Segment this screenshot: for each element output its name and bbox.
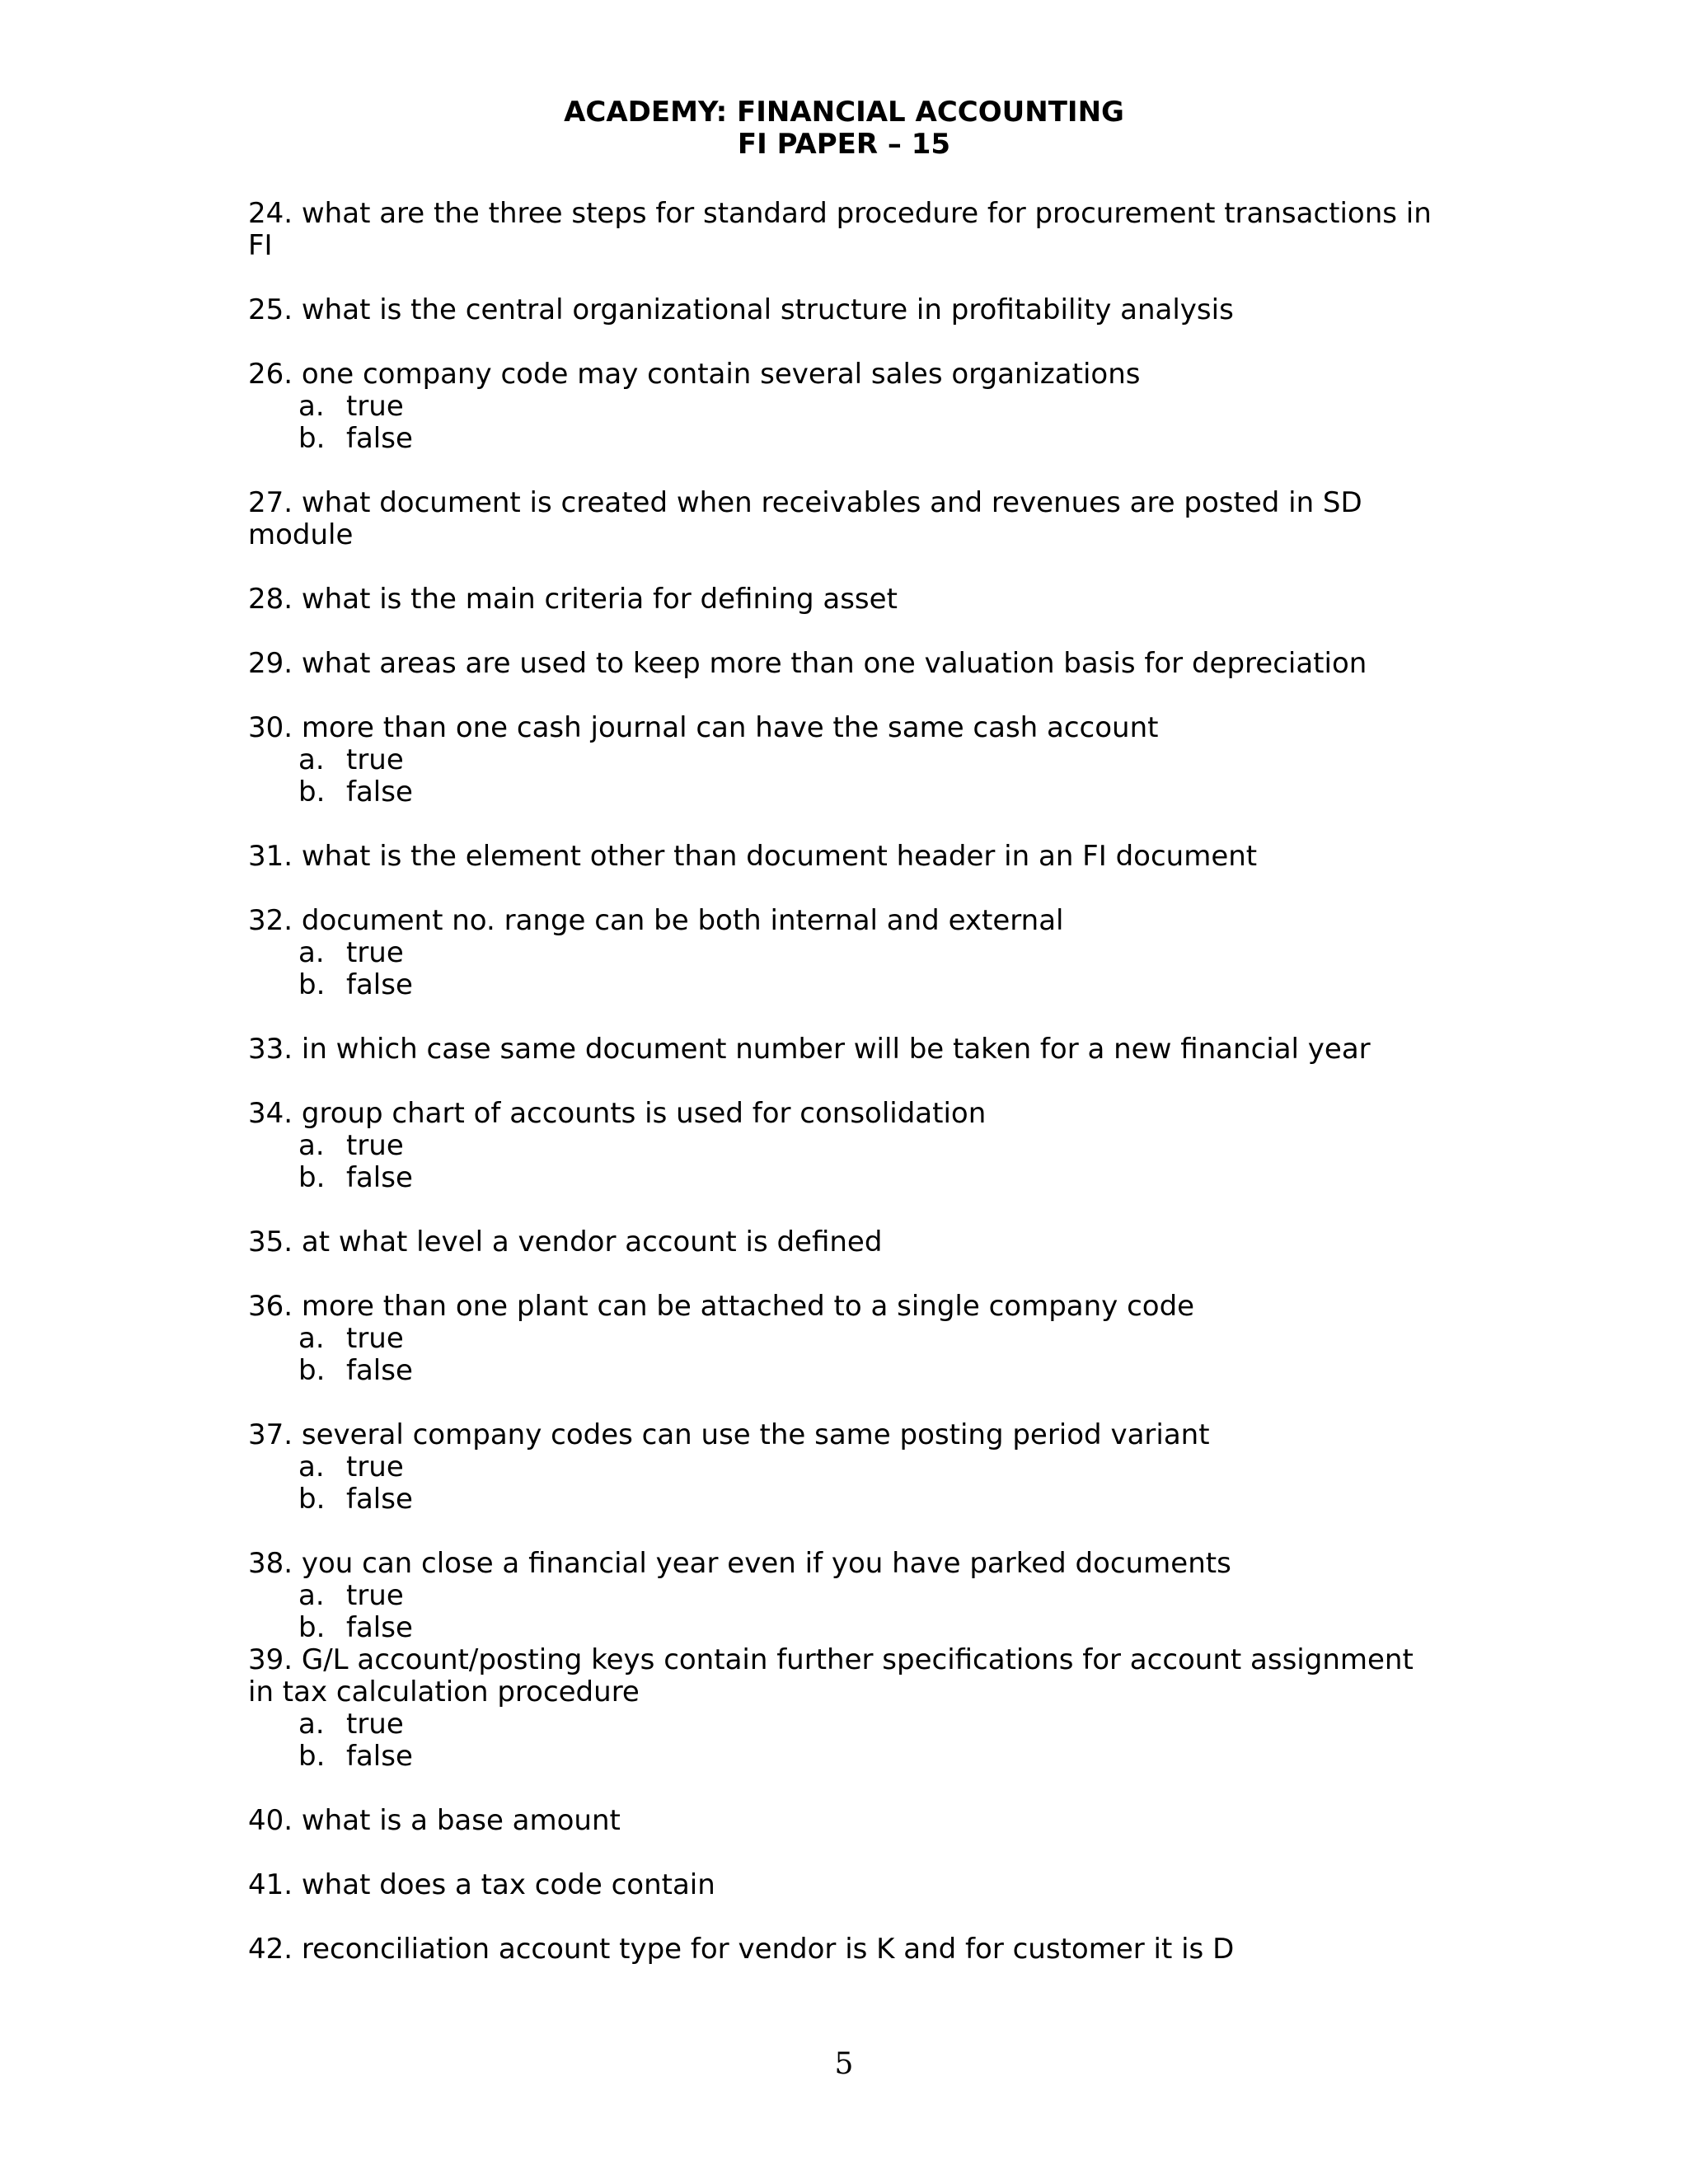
- option-item: [248, 744, 1435, 776]
- option-label: false: [346, 1740, 413, 1773]
- option-letter: b.: [298, 1740, 326, 1773]
- option-item: [248, 1612, 1435, 1644]
- question-item: [248, 294, 1435, 326]
- question-text: 25. what is the central organizational structure in profitability analysis: [248, 293, 1234, 326]
- option-letter: a.: [298, 936, 325, 969]
- option-letter: b.: [298, 1611, 326, 1644]
- question-text: 30. more than one cash journal can have the same cash account: [248, 711, 1159, 744]
- option-letter: b.: [298, 1161, 326, 1194]
- question-item: [248, 1419, 1435, 1516]
- question-text: 28. what is the main criteria for defining asset: [248, 583, 898, 616]
- option-item: [248, 1451, 1435, 1483]
- option-letter: b.: [298, 776, 326, 808]
- option-list: [248, 1130, 1435, 1194]
- question-text: 32. document no. range can be both internal and external: [248, 904, 1064, 937]
- question-item: [248, 1098, 1435, 1194]
- question-text: 27. what document is created when receivables and revenues are posted in SD module: [248, 486, 1362, 551]
- page-number: 5: [834, 2047, 854, 2081]
- question-item: [248, 905, 1435, 1001]
- question-text: 41. what does a tax code contain: [248, 1868, 715, 1901]
- question-item: [248, 712, 1435, 808]
- option-label: true: [346, 390, 404, 423]
- option-item: [248, 1162, 1435, 1194]
- question-item: [248, 1033, 1435, 1066]
- paper-title: FI PAPER – 15: [737, 128, 951, 161]
- option-item: [248, 1580, 1435, 1612]
- option-label: true: [346, 1322, 404, 1355]
- option-list: [248, 1708, 1435, 1773]
- question-item: [248, 841, 1435, 873]
- question-text: 33. in which case same document number will be taken for a new financial year: [248, 1033, 1371, 1066]
- question-text: 26. one company code may contain several sales organizations: [248, 358, 1141, 391]
- option-item: [248, 1741, 1435, 1773]
- question-text: 42. reconciliation account type for vendor is K and for customer it is D: [248, 1933, 1235, 1966]
- question-text: 35. at what level a vendor account is defined: [248, 1226, 883, 1258]
- question-item: [248, 583, 1435, 616]
- question-item: [248, 1644, 1435, 1773]
- option-letter: a.: [298, 743, 325, 776]
- option-item: [248, 937, 1435, 969]
- option-list: [248, 744, 1435, 808]
- question-item: [248, 1226, 1435, 1258]
- option-list: [248, 1580, 1435, 1644]
- option-letter: a.: [298, 1129, 325, 1162]
- question-item: [248, 1933, 1435, 1966]
- option-label: false: [346, 1354, 413, 1387]
- option-label: false: [346, 968, 413, 1001]
- option-letter: a.: [298, 1579, 325, 1612]
- question-item: [248, 487, 1435, 551]
- option-letter: b.: [298, 1483, 326, 1516]
- option-item: [248, 969, 1435, 1001]
- question-item: [248, 198, 1435, 262]
- option-label: true: [346, 743, 404, 776]
- option-letter: a.: [298, 1451, 325, 1483]
- option-letter: a.: [298, 390, 325, 423]
- question-text: 40. what is a base amount: [248, 1804, 621, 1837]
- option-label: true: [346, 1129, 404, 1162]
- option-list: [248, 1451, 1435, 1516]
- option-letter: b.: [298, 968, 326, 1001]
- question-item: [248, 1548, 1435, 1644]
- option-item: [248, 1130, 1435, 1162]
- option-item: [248, 1708, 1435, 1741]
- option-label: true: [346, 936, 404, 969]
- question-text: 37. several company codes can use the same posting period variant: [248, 1418, 1210, 1451]
- option-label: true: [346, 1451, 404, 1483]
- document-header: [0, 96, 1688, 161]
- question-text: 24. what are the three steps for standard procedure for procurement transactions in FI: [248, 197, 1432, 262]
- question-item: [248, 1805, 1435, 1837]
- question-text: 31. what is the element other than document header in an FI document: [248, 840, 1258, 873]
- option-item: [248, 391, 1435, 423]
- option-list: [248, 391, 1435, 455]
- question-list: [248, 198, 1435, 1998]
- option-label: false: [346, 422, 413, 455]
- option-label: false: [346, 1483, 413, 1516]
- question-item: [248, 359, 1435, 455]
- option-list: [248, 937, 1435, 1001]
- option-letter: a.: [298, 1708, 325, 1741]
- option-item: [248, 776, 1435, 808]
- question-text: 38. you can close a financial year even if you have parked documents: [248, 1547, 1231, 1580]
- question-item: [248, 648, 1435, 680]
- question-text: 29. what areas are used to keep more than one valuation basis for depreciation: [248, 647, 1367, 680]
- option-label: false: [346, 1161, 413, 1194]
- option-label: true: [346, 1579, 404, 1612]
- option-list: [248, 1323, 1435, 1387]
- option-item: [248, 1323, 1435, 1355]
- question-text: 39. G/L account/posting keys contain further specifications for account assignment in tax calculation procedure: [248, 1643, 1414, 1708]
- option-item: [248, 1483, 1435, 1516]
- option-item: [248, 423, 1435, 455]
- option-letter: b.: [298, 1354, 326, 1387]
- option-label: true: [346, 1708, 404, 1741]
- option-letter: b.: [298, 422, 326, 455]
- option-letter: a.: [298, 1322, 325, 1355]
- option-item: [248, 1355, 1435, 1387]
- option-label: false: [346, 776, 413, 808]
- question-text: 36. more than one plant can be attached to a single company code: [248, 1290, 1195, 1323]
- option-label: false: [346, 1611, 413, 1644]
- document-title: ACADEMY: FINANCIAL ACCOUNTING: [564, 96, 1124, 129]
- question-item: [248, 1291, 1435, 1387]
- question-item: [248, 1869, 1435, 1901]
- question-text: 34. group chart of accounts is used for consolidation: [248, 1097, 987, 1130]
